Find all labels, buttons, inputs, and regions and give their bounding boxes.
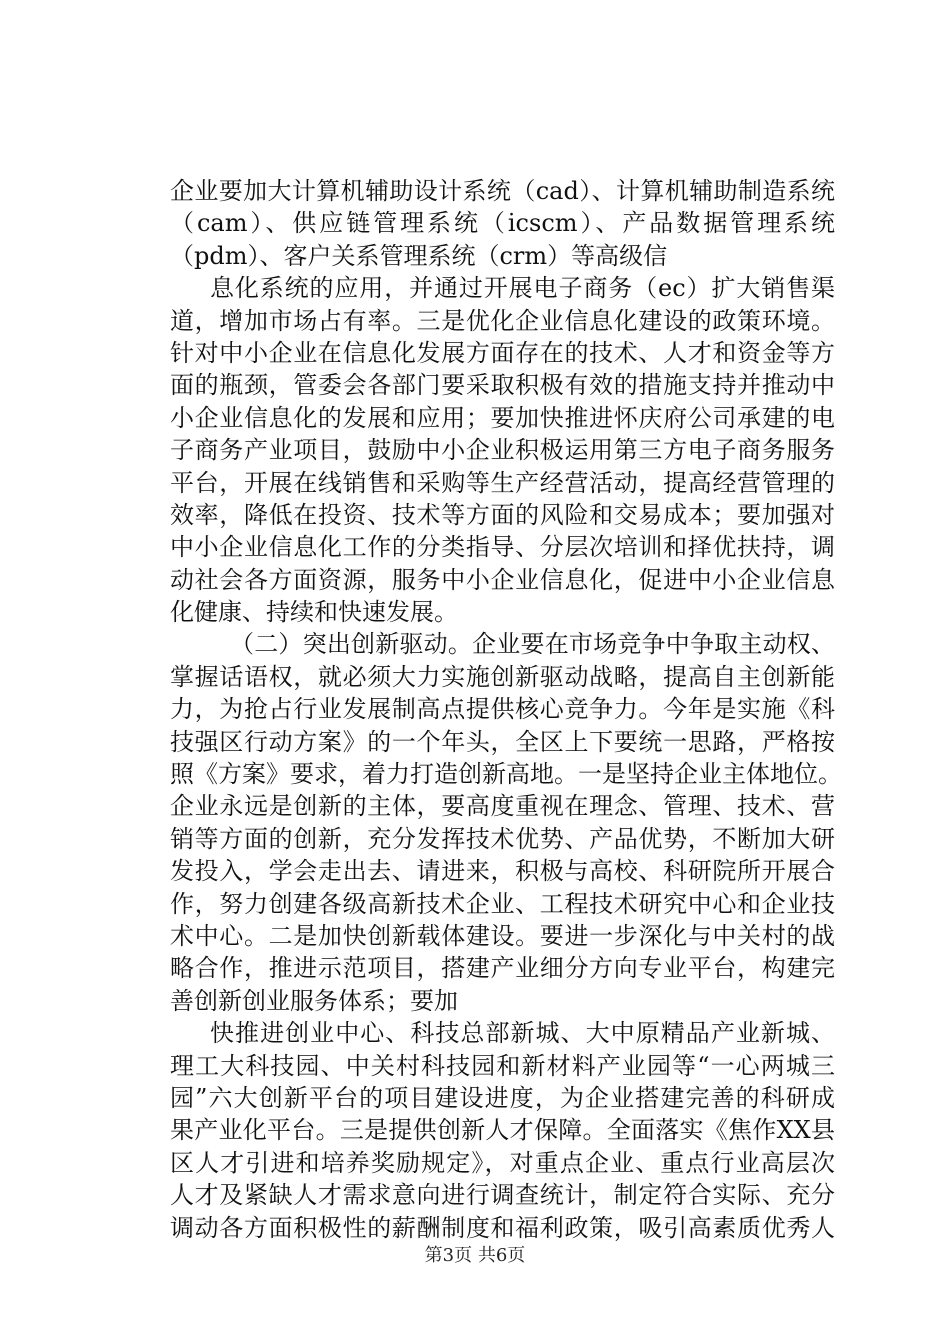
text-line: 效率，降低在投资、技术等方面的风险和交易成本；要加强对: [170, 500, 835, 529]
text-line: 息化系统的应用，并通过开展电子商务（ec）扩大销售渠: [210, 274, 835, 303]
text-line: 中小企业信息化工作的分类指导、分层次培训和择优扶持，调: [170, 533, 835, 562]
page-number: 第3页 共6页: [424, 1245, 526, 1266]
text-line: 企业永远是创新的主体，要高度重视在理念、管理、技术、营: [170, 792, 835, 821]
text-line: （cam）、供应链管理系统（icscm）、产品数据管理系统: [170, 209, 835, 238]
text-line: 照《方案》要求，着力打造创新高地。一是坚持企业主体地位。: [170, 760, 842, 789]
text-line: 力，为抢占行业发展制高点提供核心竞争力。今年是实施《科: [170, 695, 835, 724]
text-line: 化健康、持续和快速发展。: [170, 598, 458, 627]
text-line: 善创新创业服务体系；要加: [170, 986, 458, 1015]
text-line: 略合作，推进示范项目，搭建产业细分方向专业平台，构建完: [170, 954, 835, 983]
text-line: 动社会各方面资源，服务中小企业信息化，促进中小企业信息: [170, 565, 835, 594]
text-line: 作，努力创建各级高新技术企业、工程技术研究中心和企业技: [170, 889, 835, 918]
text-line: 面的瓶颈，管委会各部门要采取积极有效的措施支持并推动中: [170, 371, 835, 400]
text-line: 销等方面的创新，充分发挥技术优势、产品优势，不断加大研: [170, 824, 835, 853]
text-line: 人才及紧缺人才需求意向进行调查统计，制定符合实际、充分: [170, 1181, 835, 1210]
document-body: [170, 175, 842, 1244]
text-line: 掌握话语权，就必须大力实施创新驱动战略，提高自主创新能: [170, 662, 835, 691]
text-line: （二）突出创新驱动。企业要在市场竞争中争取主动权、: [230, 630, 835, 659]
text-line: 理工大科技园、中关村科技园和新材料产业园等“一心两城三: [170, 1051, 835, 1080]
text-line: 发投入，学会走出去、请进来，积极与高校、科研院所开展合: [170, 857, 835, 886]
text-line: 企业要加大计算机辅助设计系统（cad）、计算机辅助制造系统: [170, 177, 835, 205]
text-line: 小企业信息化的发展和应用；要加快推进怀庆府公司承建的电: [170, 403, 835, 432]
text-line: 技强区行动方案》的一个年头，全区上下要统一思路，严格按: [170, 727, 835, 756]
text-line: 果产业化平台。三是提供创新人才保障。全面落实《焦作XX县: [170, 1116, 835, 1145]
text-line: 道，增加市场占有率。三是优化企业信息化建设的政策环境。: [170, 306, 835, 335]
text-line: 快推进创业中心、科技总部新城、大中原精品产业新城、: [210, 1019, 835, 1048]
text-line: 调动各方面积极性的薪酬制度和福利政策，吸引高素质优秀人: [170, 1213, 835, 1242]
text-line: 子商务产业项目，鼓励中小企业积极运用第三方电子商务服务: [170, 436, 835, 465]
text-line: 术中心。二是加快创新载体建设。要进一步深化与中关村的战: [170, 921, 835, 950]
text-line: 园”六大创新平台的项目建设进度，为企业搭建完善的科研成: [170, 1083, 835, 1112]
text-line: 区人才引进和培养奖励规定》，对重点企业、重点行业高层次: [170, 1148, 835, 1177]
text-line: （pdm）、客户关系管理系统（crm）等高级信: [170, 241, 668, 270]
text-line: 平台，开展在线销售和采购等生产经营活动，提高经营管理的: [170, 468, 835, 497]
text-line: 针对中小企业在信息化发展方面存在的技术、人才和资金等方: [170, 338, 835, 367]
